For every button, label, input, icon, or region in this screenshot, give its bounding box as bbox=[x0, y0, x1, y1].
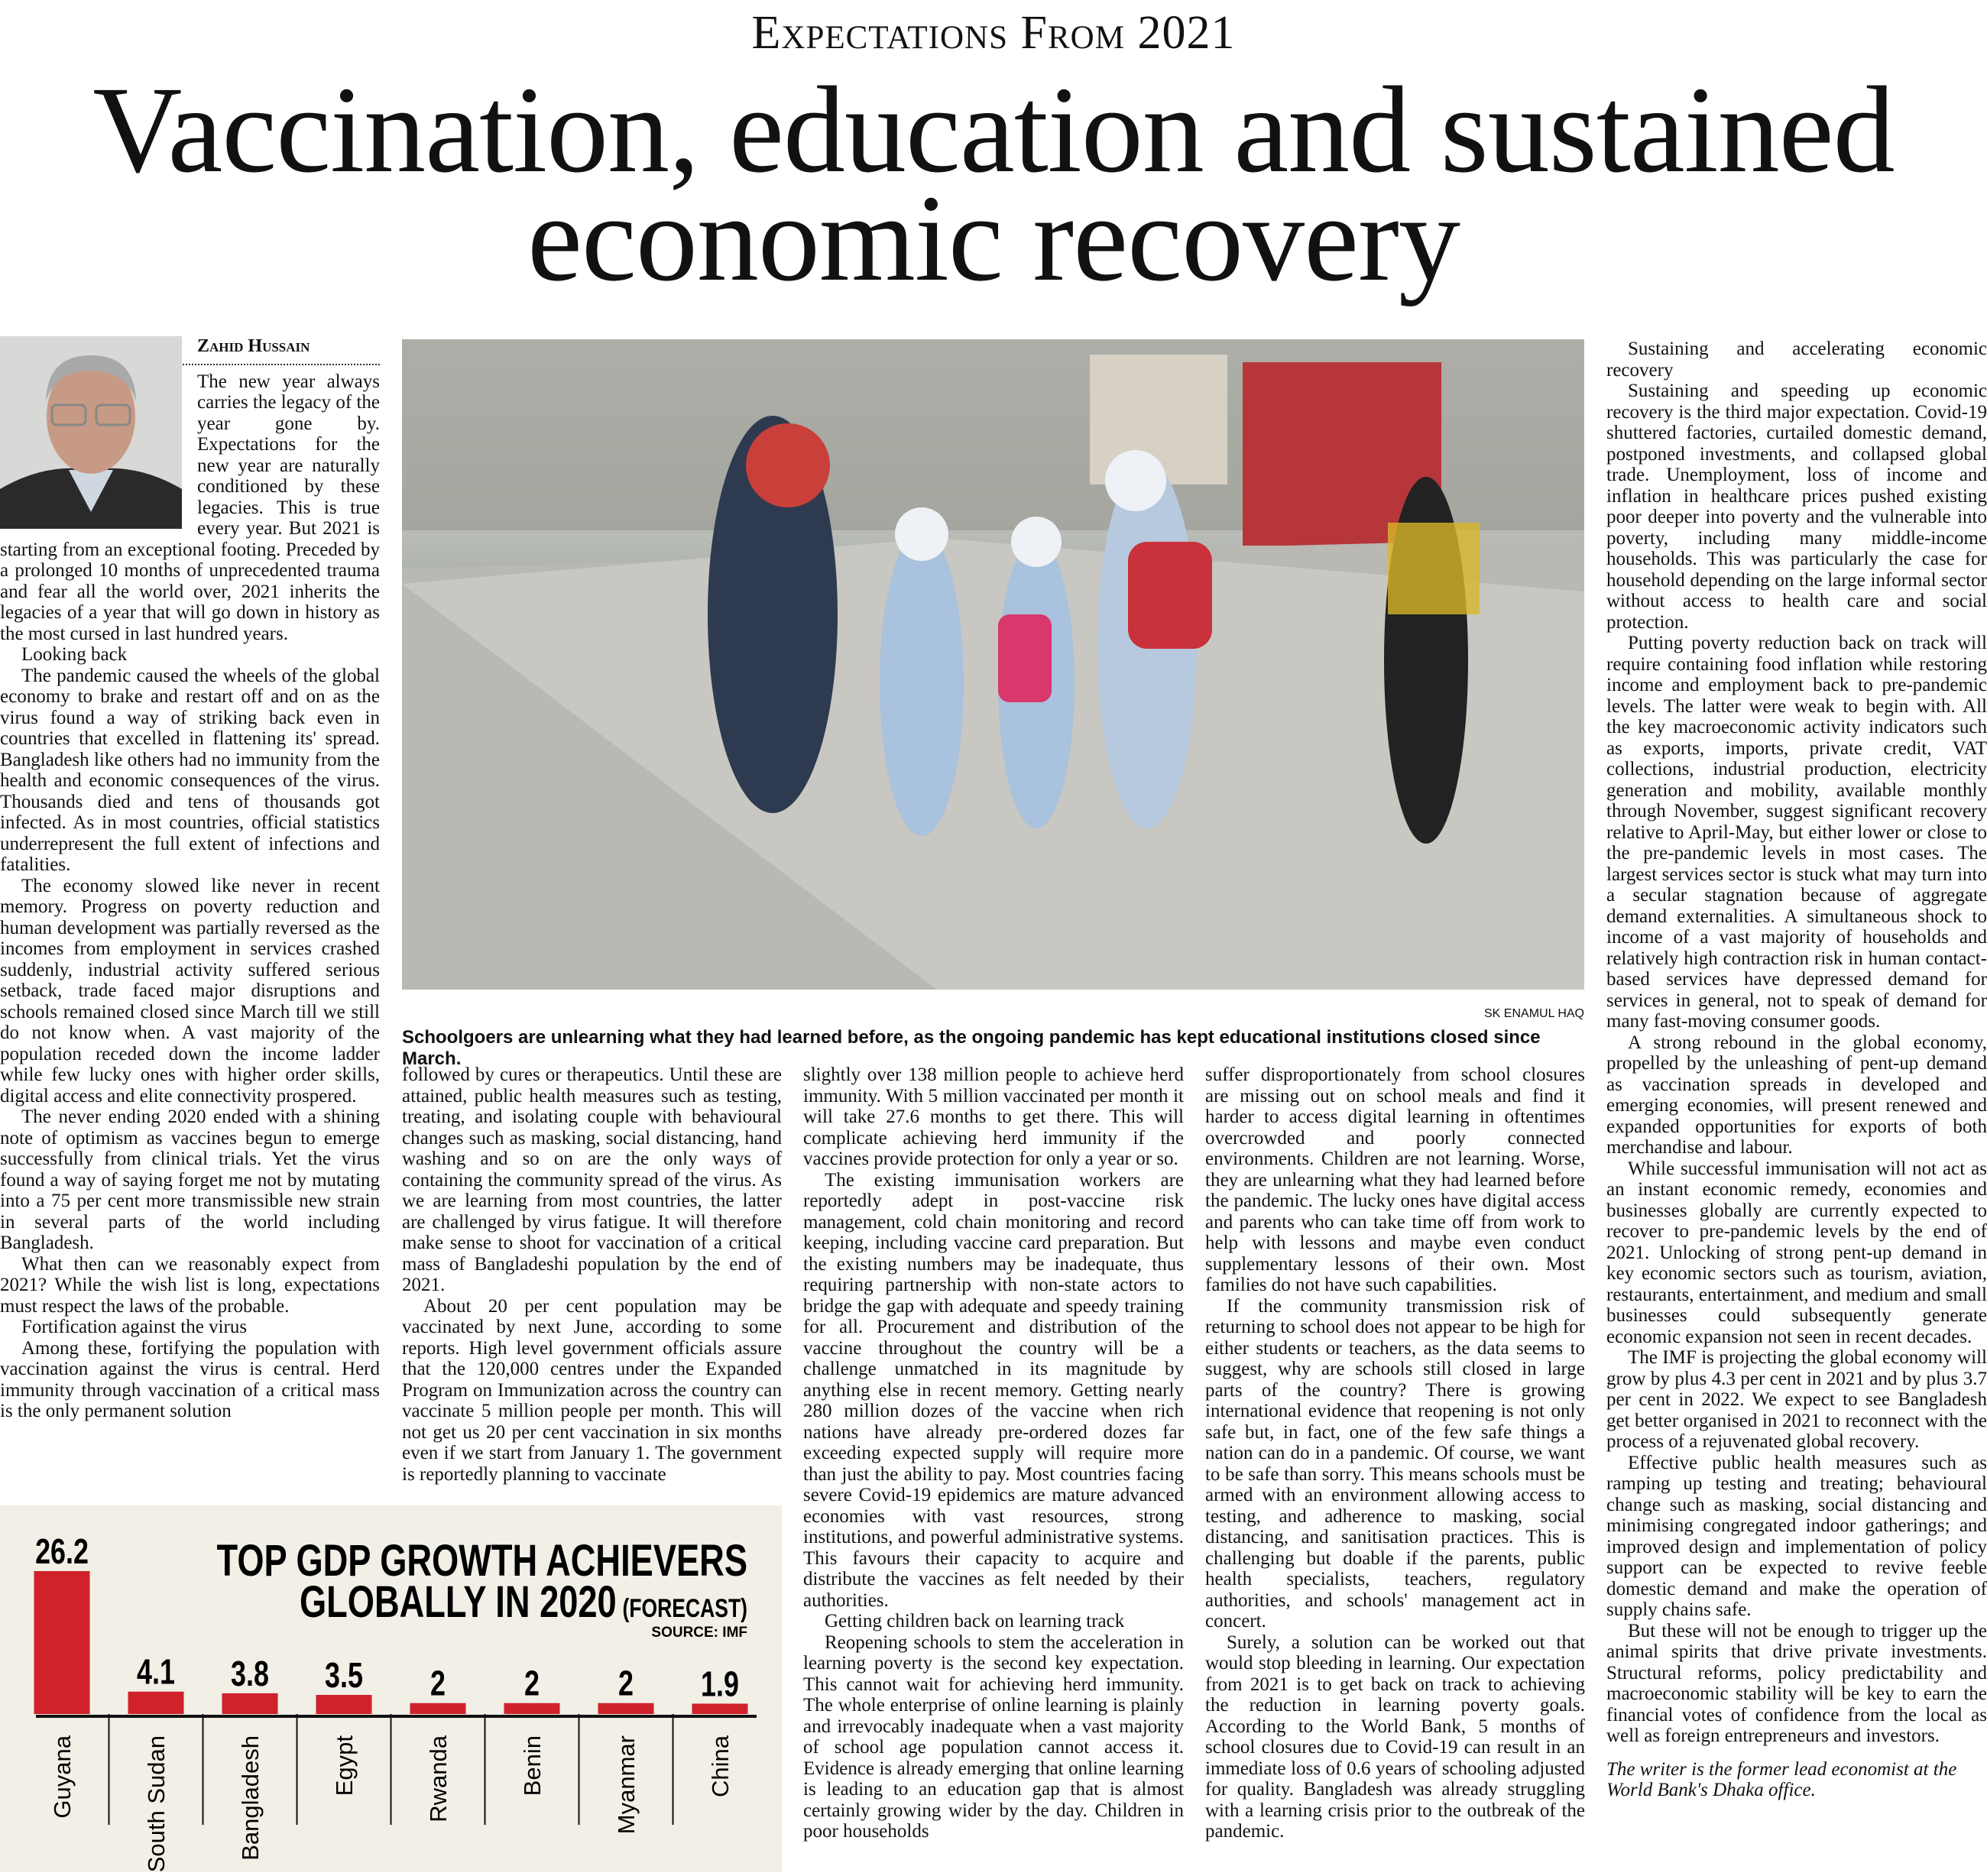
bar-myanmar bbox=[598, 1703, 654, 1714]
paragraph: Sustaining and speeding up economic recovery is the third major expectation. Covid-19 shuttered factories, curtailed domestic demand, postponed investments, and collapsed global trade. Unemployment, loss of income and inflation in healthcare prices pushed existing poor deeper into poverty and the vulnerable into poverty, including many middle-income households. This was particularly the case for household depending on the large informal sector without access to health care and social protection. bbox=[1606, 381, 1987, 633]
bar-value-label: 26.2 bbox=[35, 1531, 89, 1572]
bar-egypt bbox=[316, 1695, 372, 1714]
headline-line-1: Vaccination, education and sustained bbox=[92, 62, 1895, 199]
category-label: Rwanda bbox=[425, 1735, 452, 1823]
bar-value-label: 3.5 bbox=[325, 1655, 363, 1696]
column-4 bbox=[1205, 1064, 1585, 1872]
paragraph: A strong rebound in the global economy, propelled by the unleashing of pent-up demand as vaccination spreads in developed and emerging economies, will present renewed and expanded opportunities for exports of both merchandise and labour. bbox=[1606, 1032, 1987, 1158]
category-label: China bbox=[707, 1735, 734, 1797]
subheading: Getting children back on learning track bbox=[825, 1611, 1125, 1631]
paragraph: What then can we reasonably expect from 2021? While the wish list is long, expectations must respect the laws of the probable. bbox=[0, 1253, 380, 1317]
paragraph: The new year always carries the legacy of the year gone by. Expectations for the new year are naturally conditioned by these legacies. This is true every year. But 2021 is starting from an exceptional footing. Preceded by a prolonged 10 months of unprecedented trauma and fear all the world over, 2021 inherits the legacies of a year that will go down in history as the most cursed in last hundred years. bbox=[0, 371, 380, 644]
bar-rwanda bbox=[410, 1703, 466, 1714]
paragraph: Reopening schools to stem the acceleration in learning poverty is the second key expectation. This cannot wait for achieving herd immunity. The whole enterprise of online learning is plainly and irrevocably inadequate when a vast majority of school age population cannot access it. Evidence is already emerging that online learning is leading to an education gap that is almost certainly growing wider by the day. Children in poor households bbox=[803, 1631, 1184, 1842]
bar-bangladesh bbox=[222, 1693, 278, 1714]
paragraph: followed by cures or therapeutics. Until these are attained, public health measures such as testing, treating, and isolating couple with behavioural changes such as masking, social distancing, hand washing and so on are the only ways of containing the community spread of the virus. As we are learning from most countries, the latter are challenged by virus fatigue. It will therefore make sense to shoot for vaccination of a critical mass of Bangladeshi population by the end of 2021. bbox=[402, 1064, 782, 1295]
paragraph: Surely, a solution can be worked out that would stop bleeding in learning. Our expectation from 2021 is to get back on track to achieving the reduction in learning poverty goals. According to the World Bank, 5 months of school closures due to Covid-19 can result in an immediate loss of 0.6 years of schooling adjusted for quality. Bangladesh was already struggling with a learning crisis prior to the outbreak of the pandemic. bbox=[1205, 1631, 1585, 1842]
headline bbox=[0, 62, 1987, 307]
photo-caption: Schoolgoers are unlearning what they had learned before, as the ongoing pandemic has kept educational institutions closed since March. bbox=[402, 1027, 1541, 1069]
bar-value-label: 2 bbox=[524, 1664, 540, 1703]
main-photo bbox=[402, 339, 1584, 990]
subheading: Looking back bbox=[21, 644, 128, 665]
photo-credit: SK ENAMUL HAQ bbox=[1484, 1007, 1584, 1020]
bar-south-sudan bbox=[128, 1692, 184, 1714]
paragraph: slightly over 138 million people to achieve herd immunity. With 5 million vaccinated per month it will take 27.6 months to get there. This will complicate achieving herd immunity if the vaccines provide protection for only a year or so. bbox=[803, 1064, 1184, 1169]
headline-line-2: economic recovery bbox=[527, 170, 1460, 307]
chart-canvas bbox=[0, 1505, 782, 1872]
bar-value-label: 2 bbox=[618, 1664, 634, 1703]
chart-title-main: GLOBALLY IN 2020 bbox=[299, 1577, 617, 1628]
subheading: Fortification against the virus bbox=[21, 1317, 248, 1337]
chart-source: SOURCE: IMF bbox=[651, 1625, 747, 1641]
paragraph: The never ending 2020 ended with a shining note of optimism as vaccines begun to emerge successfully from clinical trials. Yet the virus found a way of saying forget me not by mutating into a 75 per cent more transmissible new strain in several parts of the world including Bangladesh. bbox=[0, 1106, 380, 1253]
category-label: Egypt bbox=[331, 1735, 358, 1797]
paragraph: If the community transmission risk of returning to school does not appear to be high for either students or teachers, as the data seems to suggest, why are schools still closed in large parts of the country? There is growing international evidence that reopening is not only safe but, in fact, one of the few safe things a nation can do in a pandemic. Of course, we want to be safe than sorry. This means schools must be armed with an environment allowing access to testing, and adherence to masking, social distancing, and sanitisation practices. This is challenging but doable if the parents, public health specialists, teachers, regulatory authorities, and schools' management act in concert. bbox=[1205, 1295, 1585, 1631]
column-1 bbox=[0, 336, 380, 1482]
column-2 bbox=[402, 1064, 782, 1489]
paragraph: While successful immunisation will not act as an instant economic remedy, economies and businesses globally are currently expected to recover to pre-pandemic levels by the end of 2021. Unlocking of strong pent-up demand in key economic sectors such as tourism, aviation, restaurants, entertainment, and medium and small businesses could subsequently generate economic expansion not seen in recent decades. bbox=[1606, 1158, 1987, 1347]
paragraph: The IMF is projecting the global economy will grow by plus 4.3 per cent in 2021 and by plus 3.7 per cent in 2022. We expect to see Bangladesh get better organised in 2021 to reconnect with the process of a rejuvenated global recovery. bbox=[1606, 1347, 1987, 1452]
paragraph: The existing immunisation workers are reportedly adept in post-vaccine risk management, cold chain monitoring and record keeping, including vaccine card preparation. But the existing numbers may be inadequate, thus requiring partnership with non-state actors to bridge the gap with adequate and speedy training for all. Procurement and distribution of the vaccine throughout the country will be a challenge unmatched in its magnitude by anything else in recent memory. Getting nearly 280 million dozes of the vaccine when rich nations have already pre-ordered dozes far exceeding expected supply will require more than just the ability to pay. Most countries facing severe Covid-19 epidemics are mature advanced economies with vast resources, strong institutions, and powerful administrative systems. This favours their capacity to acquire and distribute the vaccines as felt needed by their authorities. bbox=[803, 1169, 1184, 1611]
author-photo bbox=[0, 336, 182, 529]
chart-title-line-1: TOP GDP GROWTH ACHIEVERS bbox=[216, 1536, 747, 1586]
column-3 bbox=[803, 1064, 1184, 1872]
byline: Zahid Hussain bbox=[0, 336, 380, 365]
subheading: Sustaining and accelerating economic recovery bbox=[1606, 339, 1987, 381]
bar-value-label: 4.1 bbox=[137, 1652, 175, 1692]
paragraph: Effective public health measures such as ramping up testing and treating; behavioural change such as masking, social distancing and minimising congregated indoor gatherings; and improved design and implementation of policy support can be expected to revive feeble domestic demand and make the operation of supply chains safe. bbox=[1606, 1452, 1987, 1620]
bar-guyana bbox=[34, 1571, 90, 1714]
bar-value-label: 2 bbox=[430, 1664, 446, 1703]
paragraph: But these will not be enough to trigger up the animal spirits that drive private investments. Structural reforms, policy predictability and macroeconomic stability will be key to earn the financial votes of confidence from the local as well as foreign entrepreneurs and investors. bbox=[1606, 1620, 1987, 1746]
category-label: Benin bbox=[519, 1735, 546, 1797]
section-kicker: Expectations From 2021 bbox=[751, 7, 1236, 59]
bar-china bbox=[692, 1703, 748, 1714]
paragraph: Putting poverty reduction back on track will require containing food inflation while restoring income and employment back to pre-pandemic levels. The latter were weak to begin with. All the key macroeconomic activity indicators such as exports, imports, private credit, VAT collections, industrial production, electricity generation and mobility, available monthly through November, suggest significant recovery relative to April-May, but either lower or close to the pre-pandemic levels in most cases. The largest services sector is stuck what may turn into a secular stagnation because of aggregate demand externalities. A simultaneous shock to income of a vast majority of households and relatively high contraction risk in human contact-based services have depressed demand for services in general, not to speak of demand for many fast-moving consumer goods. bbox=[1606, 633, 1987, 1032]
bar-benin bbox=[504, 1703, 560, 1714]
paragraph: Among these, fortifying the population with vaccination against the virus is central. Herd immunity through vaccination of a critical mass is the only permanent solution bbox=[0, 1337, 380, 1421]
bar-value-label: 1.9 bbox=[701, 1664, 739, 1704]
paragraph: The pandemic caused the wheels of the global economy to brake and restart off and on as the virus found a way of striking back even in countries that excelled in flattening its' spread. Bangladesh like others had no immunity from the health and economic consequences of the virus. Thousands died and tens of thousands got infected. As in most countries, official statistics underrepresent the full extent of infections and fatalities. bbox=[0, 665, 380, 875]
author-note: The writer is the former lead economist at the World Bank's Dhaka office. bbox=[1606, 1758, 1957, 1800]
category-label: Guyana bbox=[49, 1735, 76, 1819]
category-label: South Sudan bbox=[143, 1735, 170, 1872]
chart-title-note: (FORECAST) bbox=[622, 1593, 747, 1623]
gdp-growth-chart bbox=[0, 1505, 782, 1872]
paragraph: The economy slowed like never in recent memory. Progress on poverty reduction and human development was partially reversed as the incomes from employment in services crashed suddenly, industrial activity suffered serious setback, trade faced major disruptions and schools remained closed since March till we still do not know when. A vast majority of the population receded down the income ladder while few lucky ones with higher order skills, digital access and elite connectivity prospered. bbox=[0, 875, 380, 1106]
paragraph: suffer disproportionately from school closures are missing out on school meals and find it harder to access digital learning in oftentimes overcrowded and poorly connected environments. Children are not learning. Worse, they are unlearning what they had learned before the pandemic. The lucky ones have digital access and parents who can take time off from work to help with lessons and maybe even conduct supplementary lessons of their own. Most families do not have such capabilities. bbox=[1205, 1064, 1585, 1295]
paragraph: About 20 per cent population may be vaccinated by next June, according to some reports. High level government officials assure that the 120,000 centres under the Expanded Program on Immunization across the country can vaccinate 5 million people per month. This will not get us 20 per cent vaccination in six months even if we start from January 1. The government is reportedly planning to vaccinate bbox=[402, 1295, 782, 1485]
column-5 bbox=[1606, 339, 1987, 1872]
category-label: Myanmar bbox=[613, 1735, 640, 1835]
bar-value-label: 3.8 bbox=[231, 1654, 269, 1693]
category-label: Bangladesh bbox=[237, 1735, 264, 1861]
